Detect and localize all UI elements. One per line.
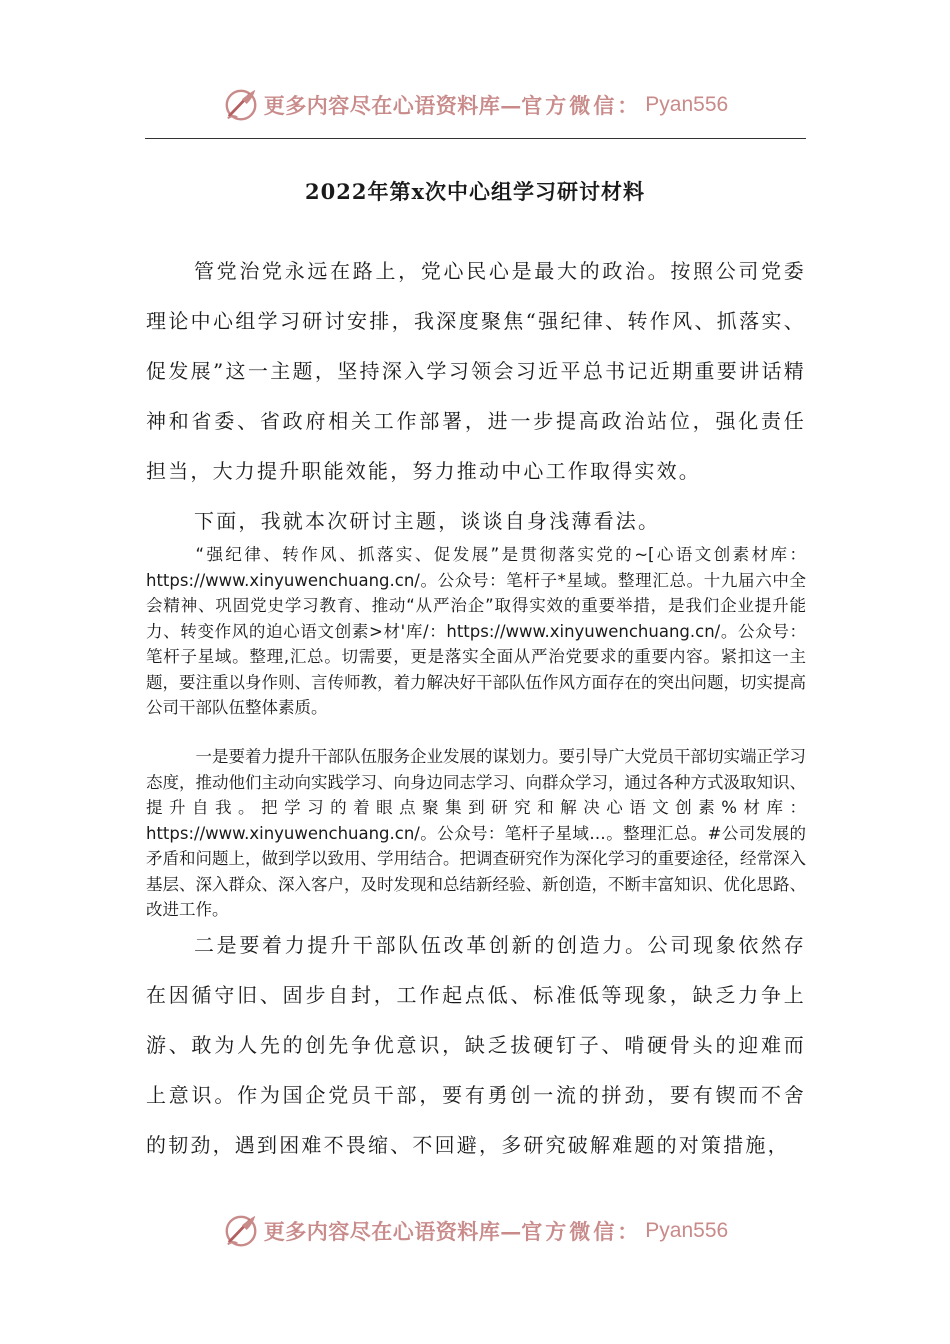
body-paragraph-transition: 下面，我就本次研讨主题，谈谈自身浅薄看法。 [194,509,661,533]
footer-banner [0,1206,950,1256]
quill-logo-icon [222,86,260,124]
banner-wechat-label: 官方微信： [521,1219,642,1244]
banner-dash: — [500,1218,522,1244]
quill-logo-icon [222,1212,260,1250]
banner-wechat-id: Pyan556 [645,93,729,116]
body-paragraph-intro: 管党治党永远在路上，党心民心是最大的政治。按照公司党委理论中心组学习研讨安排，我深度聚焦“强纪律、转作风、抓落实、促发展”这一主题，坚持深入学习领会习近平总书记近期重要讲话精神和省委、省政府相关工作部署，进一步提高政治站位，强化责任担当，大力提升职能效能，努力推动中心工作取得实效。 [146,259,806,483]
header-divider [145,138,806,139]
body-paragraph-point-one: 一是要着力提升干部队伍服务企业发展的谋划力。要引导广大党员干部切实端正学习态度，推动他们主动向实践学习、向身边同志学习、向群众学习，通过各种方式汲取知识、提升自我。把学习的着眼点聚集到研究和解决心语文创素%材库：https://www.xinyuwenchuang.cn/。公众号：笔杆子星域…。整理汇总。#公司发展的矛盾和问题上，做到学以致用、学用结合。把调查研究作为深化学习的重要途径，经常深入基层、深入群众、深入客户，及时发现和总结新经验、新创造，不断丰富知识、优化思路、改进工作。 [146,747,806,919]
banner-dash: — [500,92,522,118]
document-title: 2022年第x次中心组学习研讨材料 [305,179,645,204]
banner-slogan: 更多内容尽在心语资料库 [263,93,501,118]
body-paragraph-theme: “强纪律、转作风、抓落实、促发展”是贯彻落实党的~[心语文创素材库：https://www.xinyuwenchuang.cn/。公众号：笔杆子*星域。整理汇总。十九届六中全会精神、巩固党史学习教育、推动“从严治企”取得实效的重要举措，是我们企业提升能力、转变作风的迫心语文创素>材'库/：https://www.xinyuwenchuang.cn/。公众号：笔杆子星域。整理,汇总。切需要，更是落实全面从严治党要求的重要内容。紧扣这一主题，要注重以身作则、言传师教，着力解决好干部队伍作风方面存在的突出问题，切实提高公司干部队伍整体素质。 [146,545,806,717]
header-banner [0,80,950,130]
body-paragraph-point-two: 二是要着力提升干部队伍改革创新的创造力。公司现象依然存在因循守旧、固步自封，工作起点低、标准低等现象，缺乏力争上游、敢为人先的创先争优意识，缺乏拔硬钉子、啃硬骨头的迎难而上意识。作为国企党员干部，要有勇创一流的拼劲，要有锲而不舍的韧劲，遇到困难不畏缩、不回避，多研究破解难题的对策措施， [146,933,806,1157]
banner-slogan: 更多内容尽在心语资料库 [263,1219,501,1244]
banner-wechat-id: Pyan556 [645,1219,729,1242]
banner-wechat-label: 官方微信： [521,93,642,118]
